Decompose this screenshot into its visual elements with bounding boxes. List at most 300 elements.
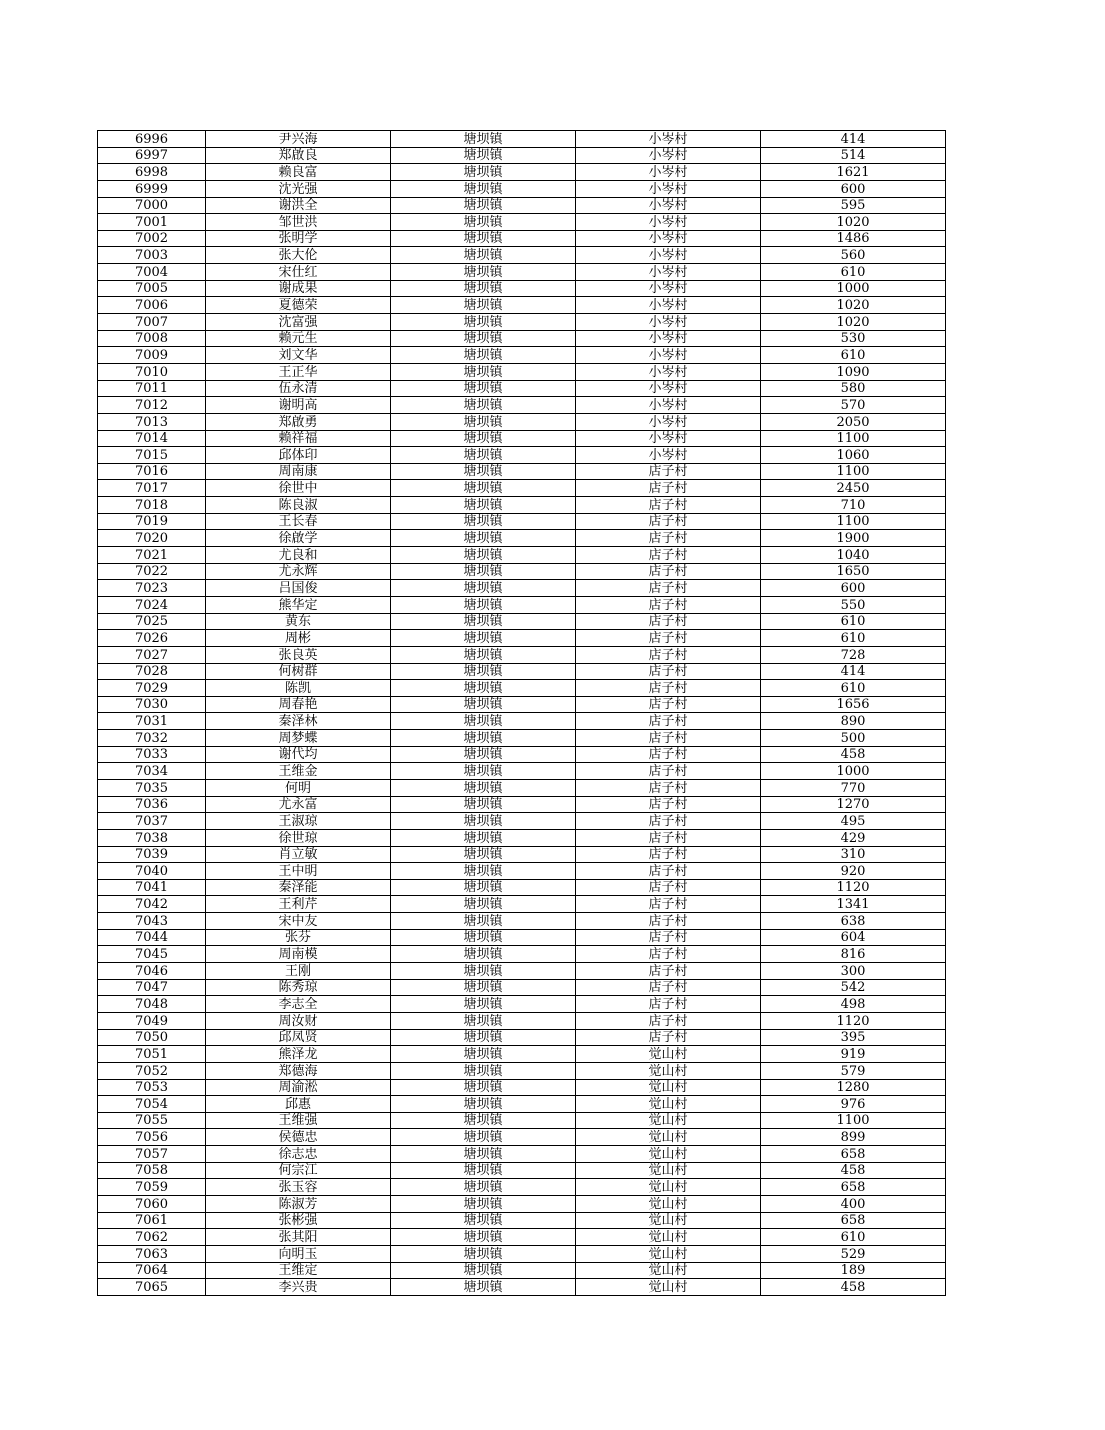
village-cell: 店子村 [576, 680, 761, 697]
village-cell: 店子村 [576, 563, 761, 580]
row-number-cell: 7008 [98, 330, 206, 347]
name-cell: 周彬 [206, 630, 391, 647]
amount-cell: 638 [761, 913, 946, 930]
town-cell: 塘坝镇 [391, 463, 576, 480]
row-number-cell: 7058 [98, 1162, 206, 1179]
amount-cell: 610 [761, 680, 946, 697]
table-row [98, 264, 946, 281]
name-cell: 刘文华 [206, 347, 391, 364]
amount-cell: 580 [761, 380, 946, 397]
amount-cell: 920 [761, 863, 946, 880]
village-cell: 觉山村 [576, 1179, 761, 1196]
row-number-cell: 7007 [98, 314, 206, 331]
name-cell: 谢洪全 [206, 197, 391, 214]
row-number-cell: 7025 [98, 613, 206, 630]
village-cell: 觉山村 [576, 1279, 761, 1296]
row-number-cell: 7023 [98, 580, 206, 597]
town-cell: 塘坝镇 [391, 963, 576, 980]
village-cell: 店子村 [576, 663, 761, 680]
row-number-cell: 7038 [98, 829, 206, 846]
village-cell: 店子村 [576, 480, 761, 497]
town-cell: 塘坝镇 [391, 796, 576, 813]
name-cell: 周南康 [206, 463, 391, 480]
row-number-cell: 7052 [98, 1062, 206, 1079]
amount-cell: 1060 [761, 447, 946, 464]
table-row [98, 1129, 946, 1146]
name-cell: 王利芹 [206, 896, 391, 913]
village-cell: 觉山村 [576, 1162, 761, 1179]
name-cell: 张良英 [206, 646, 391, 663]
village-cell: 觉山村 [576, 1262, 761, 1279]
name-cell: 徐志忠 [206, 1146, 391, 1163]
name-cell: 周汝财 [206, 1012, 391, 1029]
row-number-cell: 7049 [98, 1012, 206, 1029]
name-cell: 邹世洪 [206, 214, 391, 231]
amount-cell: 610 [761, 613, 946, 630]
town-cell: 塘坝镇 [391, 480, 576, 497]
name-cell: 王淑琼 [206, 813, 391, 830]
name-cell: 熊泽龙 [206, 1046, 391, 1063]
town-cell: 塘坝镇 [391, 680, 576, 697]
amount-cell: 610 [761, 1229, 946, 1246]
table-row [98, 963, 946, 980]
amount-cell: 514 [761, 147, 946, 164]
amount-cell: 570 [761, 397, 946, 414]
name-cell: 王维定 [206, 1262, 391, 1279]
village-cell: 小岑村 [576, 264, 761, 281]
table-row [98, 696, 946, 713]
row-number-cell: 7056 [98, 1129, 206, 1146]
data-table [97, 130, 946, 1296]
name-cell: 谢代均 [206, 746, 391, 763]
name-cell: 尤永辉 [206, 563, 391, 580]
town-cell: 塘坝镇 [391, 979, 576, 996]
village-cell: 店子村 [576, 863, 761, 880]
amount-cell: 1900 [761, 530, 946, 547]
table-row [98, 547, 946, 564]
town-cell: 塘坝镇 [391, 297, 576, 314]
name-cell: 郑德海 [206, 1062, 391, 1079]
table-row [98, 613, 946, 630]
table-row [98, 1196, 946, 1213]
name-cell: 谢成果 [206, 280, 391, 297]
row-number-cell: 7037 [98, 813, 206, 830]
row-number-cell: 7015 [98, 447, 206, 464]
table-row [98, 630, 946, 647]
village-cell: 店子村 [576, 896, 761, 913]
village-cell: 店子村 [576, 796, 761, 813]
amount-cell: 919 [761, 1046, 946, 1063]
name-cell: 陈淑芳 [206, 1196, 391, 1213]
row-number-cell: 6998 [98, 164, 206, 181]
row-number-cell: 7065 [98, 1279, 206, 1296]
name-cell: 邱体印 [206, 447, 391, 464]
amount-cell: 890 [761, 713, 946, 730]
table-row [98, 147, 946, 164]
village-cell: 店子村 [576, 946, 761, 963]
name-cell: 王刚 [206, 963, 391, 980]
village-cell: 觉山村 [576, 1096, 761, 1113]
table-row [98, 680, 946, 697]
row-number-cell: 7026 [98, 630, 206, 647]
village-cell: 店子村 [576, 963, 761, 980]
table-row [98, 746, 946, 763]
amount-cell: 1020 [761, 297, 946, 314]
village-cell: 店子村 [576, 746, 761, 763]
town-cell: 塘坝镇 [391, 746, 576, 763]
village-cell: 小岑村 [576, 430, 761, 447]
name-cell: 徐啟学 [206, 530, 391, 547]
name-cell: 何宗江 [206, 1162, 391, 1179]
amount-cell: 550 [761, 596, 946, 613]
table-row [98, 580, 946, 597]
village-cell: 店子村 [576, 547, 761, 564]
town-cell: 塘坝镇 [391, 230, 576, 247]
town-cell: 塘坝镇 [391, 1229, 576, 1246]
row-number-cell: 7002 [98, 230, 206, 247]
table-row [98, 430, 946, 447]
table-row [98, 813, 946, 830]
row-number-cell: 7054 [98, 1096, 206, 1113]
village-cell: 觉山村 [576, 1062, 761, 1079]
table-row [98, 463, 946, 480]
name-cell: 尹兴海 [206, 131, 391, 148]
amount-cell: 1040 [761, 547, 946, 564]
name-cell: 陈凯 [206, 680, 391, 697]
village-cell: 小岑村 [576, 347, 761, 364]
village-cell: 店子村 [576, 696, 761, 713]
amount-cell: 1100 [761, 1112, 946, 1129]
row-number-cell: 7018 [98, 497, 206, 514]
name-cell: 尤永富 [206, 796, 391, 813]
name-cell: 沈富强 [206, 314, 391, 331]
village-cell: 觉山村 [576, 1212, 761, 1229]
town-cell: 塘坝镇 [391, 1029, 576, 1046]
town-cell: 塘坝镇 [391, 879, 576, 896]
row-number-cell: 7017 [98, 480, 206, 497]
village-cell: 觉山村 [576, 1146, 761, 1163]
amount-cell: 310 [761, 846, 946, 863]
row-number-cell: 7044 [98, 929, 206, 946]
table-row [98, 1029, 946, 1046]
name-cell: 熊华定 [206, 596, 391, 613]
amount-cell: 2050 [761, 413, 946, 430]
row-number-cell: 7046 [98, 963, 206, 980]
amount-cell: 458 [761, 1162, 946, 1179]
amount-cell: 500 [761, 730, 946, 747]
table-row [98, 197, 946, 214]
name-cell: 夏德荣 [206, 297, 391, 314]
amount-cell: 976 [761, 1096, 946, 1113]
row-number-cell: 7060 [98, 1196, 206, 1213]
name-cell: 张其阳 [206, 1229, 391, 1246]
row-number-cell: 7009 [98, 347, 206, 364]
name-cell: 伍永清 [206, 380, 391, 397]
village-cell: 小岑村 [576, 314, 761, 331]
table-row [98, 846, 946, 863]
row-number-cell: 7005 [98, 280, 206, 297]
town-cell: 塘坝镇 [391, 1096, 576, 1113]
amount-cell: 530 [761, 330, 946, 347]
town-cell: 塘坝镇 [391, 363, 576, 380]
town-cell: 塘坝镇 [391, 547, 576, 564]
table-row [98, 164, 946, 181]
row-number-cell: 7050 [98, 1029, 206, 1046]
row-number-cell: 7033 [98, 746, 206, 763]
name-cell: 王长春 [206, 513, 391, 530]
row-number-cell: 7013 [98, 413, 206, 430]
table-row [98, 330, 946, 347]
row-number-cell: 7043 [98, 913, 206, 930]
amount-cell: 600 [761, 180, 946, 197]
town-cell: 塘坝镇 [391, 580, 576, 597]
village-cell: 小岑村 [576, 280, 761, 297]
table-row [98, 1179, 946, 1196]
row-number-cell: 7030 [98, 696, 206, 713]
table-row [98, 347, 946, 364]
amount-cell: 458 [761, 1279, 946, 1296]
table-row [98, 863, 946, 880]
amount-cell: 658 [761, 1146, 946, 1163]
name-cell: 郑啟良 [206, 147, 391, 164]
name-cell: 肖立敏 [206, 846, 391, 863]
town-cell: 塘坝镇 [391, 1196, 576, 1213]
amount-cell: 899 [761, 1129, 946, 1146]
town-cell: 塘坝镇 [391, 380, 576, 397]
name-cell: 沈光强 [206, 180, 391, 197]
town-cell: 塘坝镇 [391, 131, 576, 148]
village-cell: 店子村 [576, 530, 761, 547]
village-cell: 店子村 [576, 929, 761, 946]
row-number-cell: 7062 [98, 1229, 206, 1246]
amount-cell: 414 [761, 663, 946, 680]
table-row [98, 1146, 946, 1163]
village-cell: 小岑村 [576, 413, 761, 430]
town-cell: 塘坝镇 [391, 763, 576, 780]
amount-cell: 400 [761, 1196, 946, 1213]
town-cell: 塘坝镇 [391, 447, 576, 464]
name-cell: 周梦蝶 [206, 730, 391, 747]
row-number-cell: 7041 [98, 879, 206, 896]
village-cell: 觉山村 [576, 1079, 761, 1096]
amount-cell: 560 [761, 247, 946, 264]
row-number-cell: 7027 [98, 646, 206, 663]
town-cell: 塘坝镇 [391, 896, 576, 913]
table-row [98, 929, 946, 946]
town-cell: 塘坝镇 [391, 280, 576, 297]
name-cell: 王中明 [206, 863, 391, 880]
name-cell: 周南模 [206, 946, 391, 963]
amount-cell: 610 [761, 264, 946, 281]
amount-cell: 1100 [761, 430, 946, 447]
amount-cell: 1100 [761, 463, 946, 480]
row-number-cell: 7003 [98, 247, 206, 264]
row-number-cell: 7032 [98, 730, 206, 747]
name-cell: 张玉容 [206, 1179, 391, 1196]
town-cell: 塘坝镇 [391, 713, 576, 730]
name-cell: 秦泽能 [206, 879, 391, 896]
table-row [98, 214, 946, 231]
table-row [98, 1212, 946, 1229]
name-cell: 侯德忠 [206, 1129, 391, 1146]
village-cell: 店子村 [576, 646, 761, 663]
town-cell: 塘坝镇 [391, 813, 576, 830]
town-cell: 塘坝镇 [391, 1146, 576, 1163]
name-cell: 李兴贵 [206, 1279, 391, 1296]
row-number-cell: 7035 [98, 779, 206, 796]
name-cell: 邱凤贤 [206, 1029, 391, 1046]
village-cell: 店子村 [576, 846, 761, 863]
amount-cell: 1020 [761, 214, 946, 231]
table-row [98, 796, 946, 813]
town-cell: 塘坝镇 [391, 613, 576, 630]
name-cell: 宋中友 [206, 913, 391, 930]
row-number-cell: 7034 [98, 763, 206, 780]
name-cell: 张大伦 [206, 247, 391, 264]
row-number-cell: 7039 [98, 846, 206, 863]
table-row [98, 1262, 946, 1279]
town-cell: 塘坝镇 [391, 513, 576, 530]
row-number-cell: 7059 [98, 1179, 206, 1196]
row-number-cell: 7010 [98, 363, 206, 380]
amount-cell: 604 [761, 929, 946, 946]
amount-cell: 542 [761, 979, 946, 996]
amount-cell: 1486 [761, 230, 946, 247]
row-number-cell: 7019 [98, 513, 206, 530]
name-cell: 周渝淞 [206, 1079, 391, 1096]
row-number-cell: 7053 [98, 1079, 206, 1096]
row-number-cell: 7047 [98, 979, 206, 996]
town-cell: 塘坝镇 [391, 497, 576, 514]
amount-cell: 495 [761, 813, 946, 830]
table-row [98, 730, 946, 747]
row-number-cell: 7001 [98, 214, 206, 231]
row-number-cell: 7021 [98, 547, 206, 564]
amount-cell: 658 [761, 1179, 946, 1196]
town-cell: 塘坝镇 [391, 663, 576, 680]
town-cell: 塘坝镇 [391, 1245, 576, 1262]
row-number-cell: 7011 [98, 380, 206, 397]
table-row [98, 314, 946, 331]
row-number-cell: 7063 [98, 1245, 206, 1262]
amount-cell: 1090 [761, 363, 946, 380]
table-row [98, 297, 946, 314]
village-cell: 小岑村 [576, 330, 761, 347]
village-cell: 小岑村 [576, 197, 761, 214]
row-number-cell: 6996 [98, 131, 206, 148]
amount-cell: 728 [761, 646, 946, 663]
village-cell: 店子村 [576, 813, 761, 830]
village-cell: 小岑村 [576, 363, 761, 380]
name-cell: 陈秀琼 [206, 979, 391, 996]
town-cell: 塘坝镇 [391, 829, 576, 846]
row-number-cell: 7028 [98, 663, 206, 680]
village-cell: 店子村 [576, 996, 761, 1013]
row-number-cell: 7020 [98, 530, 206, 547]
table-row [98, 563, 946, 580]
amount-cell: 595 [761, 197, 946, 214]
table-row [98, 413, 946, 430]
table-row [98, 896, 946, 913]
amount-cell: 1650 [761, 563, 946, 580]
town-cell: 塘坝镇 [391, 1129, 576, 1146]
name-cell: 徐世琼 [206, 829, 391, 846]
town-cell: 塘坝镇 [391, 846, 576, 863]
town-cell: 塘坝镇 [391, 863, 576, 880]
town-cell: 塘坝镇 [391, 646, 576, 663]
village-cell: 觉山村 [576, 1196, 761, 1213]
name-cell: 黄东 [206, 613, 391, 630]
amount-cell: 1000 [761, 280, 946, 297]
table-row [98, 879, 946, 896]
row-number-cell: 7016 [98, 463, 206, 480]
row-number-cell: 7014 [98, 430, 206, 447]
name-cell: 吕国俊 [206, 580, 391, 597]
town-cell: 塘坝镇 [391, 1279, 576, 1296]
amount-cell: 610 [761, 630, 946, 647]
table-row [98, 779, 946, 796]
amount-cell: 1000 [761, 763, 946, 780]
town-cell: 塘坝镇 [391, 596, 576, 613]
table-row [98, 1162, 946, 1179]
name-cell: 何明 [206, 779, 391, 796]
town-cell: 塘坝镇 [391, 1162, 576, 1179]
village-cell: 觉山村 [576, 1046, 761, 1063]
village-cell: 小岑村 [576, 230, 761, 247]
row-number-cell: 6999 [98, 180, 206, 197]
town-cell: 塘坝镇 [391, 730, 576, 747]
amount-cell: 1280 [761, 1079, 946, 1096]
name-cell: 赖元生 [206, 330, 391, 347]
village-cell: 店子村 [576, 613, 761, 630]
village-cell: 小岑村 [576, 380, 761, 397]
town-cell: 塘坝镇 [391, 413, 576, 430]
table-row [98, 663, 946, 680]
town-cell: 塘坝镇 [391, 264, 576, 281]
town-cell: 塘坝镇 [391, 1212, 576, 1229]
row-number-cell: 7029 [98, 680, 206, 697]
village-cell: 小岑村 [576, 180, 761, 197]
table-row [98, 397, 946, 414]
village-cell: 店子村 [576, 463, 761, 480]
amount-cell: 816 [761, 946, 946, 963]
town-cell: 塘坝镇 [391, 397, 576, 414]
name-cell: 徐世中 [206, 480, 391, 497]
table-row [98, 1245, 946, 1262]
town-cell: 塘坝镇 [391, 1012, 576, 1029]
row-number-cell: 7036 [98, 796, 206, 813]
amount-cell: 414 [761, 131, 946, 148]
amount-cell: 1656 [761, 696, 946, 713]
village-cell: 店子村 [576, 497, 761, 514]
village-cell: 小岑村 [576, 131, 761, 148]
table-row [98, 247, 946, 264]
amount-cell: 189 [761, 1262, 946, 1279]
village-cell: 店子村 [576, 779, 761, 796]
amount-cell: 1621 [761, 164, 946, 181]
village-cell: 小岑村 [576, 147, 761, 164]
village-cell: 店子村 [576, 1012, 761, 1029]
amount-cell: 610 [761, 347, 946, 364]
name-cell: 陈良淑 [206, 497, 391, 514]
village-cell: 觉山村 [576, 1245, 761, 1262]
amount-cell: 2450 [761, 480, 946, 497]
table-row [98, 713, 946, 730]
town-cell: 塘坝镇 [391, 1112, 576, 1129]
table-row [98, 829, 946, 846]
village-cell: 店子村 [576, 913, 761, 930]
row-number-cell: 7061 [98, 1212, 206, 1229]
